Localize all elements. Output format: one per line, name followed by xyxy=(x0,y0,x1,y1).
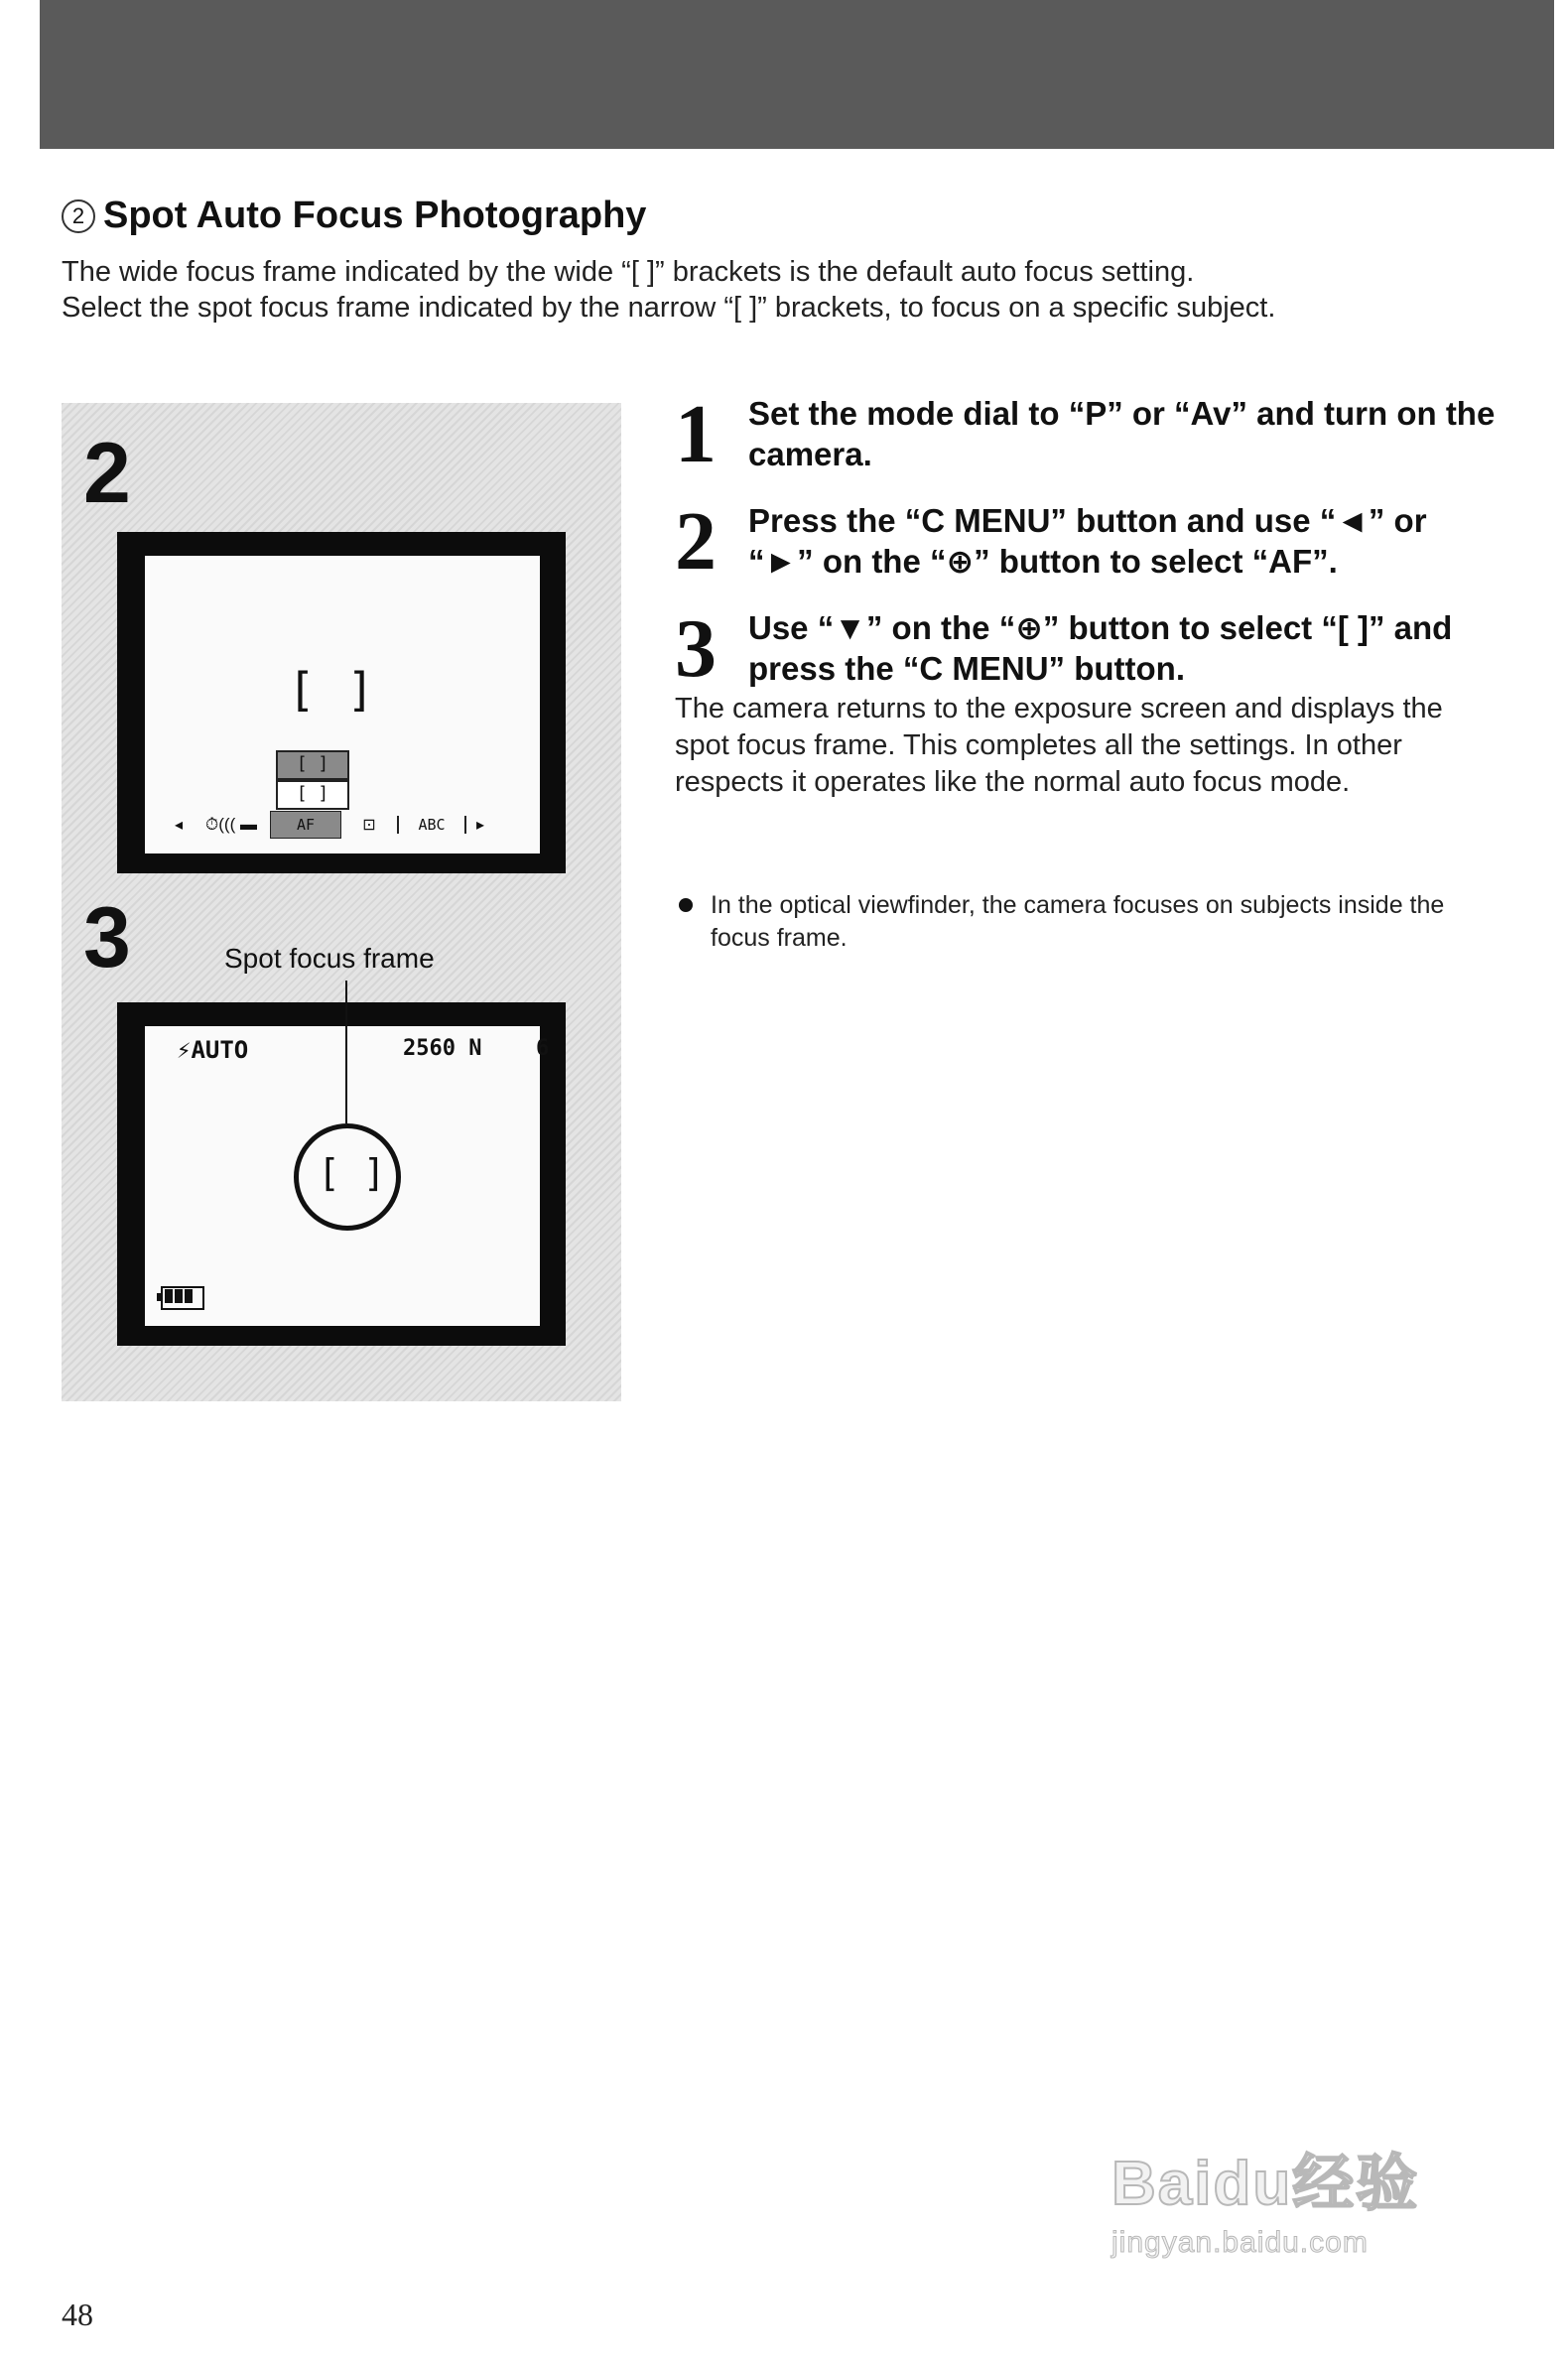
baidu-watermark-logo xyxy=(1111,2134,1489,2312)
illustration-step-3-label: 3 xyxy=(83,890,131,985)
c-menu-bar xyxy=(165,810,534,840)
instruction-steps xyxy=(675,388,1499,827)
viewfinder-note xyxy=(677,889,1491,955)
self-timer-remote-icon: ⏱((( ▬ xyxy=(205,815,257,834)
section-heading xyxy=(62,195,646,237)
image-size-value: 2560 xyxy=(403,1036,456,1061)
flash-mode-text: AUTO xyxy=(191,1036,249,1064)
step-number: 3 xyxy=(675,602,717,695)
spot-focus-bracket: [ ] xyxy=(318,1151,386,1195)
section-title: Spot Auto Focus Photography xyxy=(103,195,647,236)
note-text: In the optical viewfinder, the camera focuses on subjects inside the focus frame. xyxy=(711,891,1445,952)
watermark-brand: Baidu经验 xyxy=(1111,2150,1420,2218)
intro-text xyxy=(62,254,1275,326)
lcd-status-info xyxy=(403,1036,549,1061)
step-title: Use “▼” on the “⊕” button to select “[ ]” and press the “C MENU” button. xyxy=(748,609,1453,687)
step-number: 1 xyxy=(675,388,717,480)
page-number: 48 xyxy=(62,2296,93,2332)
battery-icon xyxy=(161,1286,204,1310)
step-number: 2 xyxy=(675,495,717,588)
intro-line-1: The wide focus frame indicated by the wide “[ ]” brackets is the default auto focus setting. xyxy=(62,256,1195,288)
menu-af-item: AF xyxy=(270,811,341,839)
wide-focus-bracket: [ ] xyxy=(288,663,377,717)
spot-focus-frame-callout: Spot focus frame xyxy=(224,943,435,974)
step-1 xyxy=(675,388,1499,480)
step-title: Set the mode dial to “P” or “Av” and turn on the camera. xyxy=(748,395,1496,472)
shots-remaining-value: 6 xyxy=(535,1036,550,1061)
step-body: The camera returns to the exposure screen and displays the spot focus frame. This completes all the settings. In other respects it operates like the normal auto focus mode. xyxy=(675,693,1443,798)
intro-line-2: Select the spot focus frame indicated by the narrow “[ ]” brackets, to focus on a specific subject. xyxy=(62,292,1276,324)
illustration-step-2-label: 2 xyxy=(83,426,131,521)
callout-leader-line xyxy=(345,981,347,1123)
step-3 xyxy=(675,602,1499,801)
flash-icon: ⚡ xyxy=(177,1036,192,1064)
af-option-spot: [ ] xyxy=(276,780,349,810)
bullet-icon xyxy=(679,898,693,912)
watermark-url: jingyan.baidu.com xyxy=(1111,2226,1369,2259)
metering-spot-icon: ⊡ xyxy=(362,817,376,834)
menu-abc-item: ABC xyxy=(397,816,466,834)
header-banner xyxy=(40,0,1554,149)
step-2 xyxy=(675,495,1499,588)
step-title: Press the “C MENU” button and use “◄” or “►” on the “⊕” button to select “AF”. xyxy=(748,502,1427,580)
af-option-wide-selected: [ ] xyxy=(276,750,349,780)
menu-right-arrow-icon: ▸ xyxy=(475,817,485,834)
flash-auto-indicator xyxy=(177,1036,248,1064)
quality-value: N xyxy=(468,1036,482,1061)
section-number: 2 xyxy=(62,199,95,233)
menu-left-arrow-icon: ◂ xyxy=(174,817,184,834)
